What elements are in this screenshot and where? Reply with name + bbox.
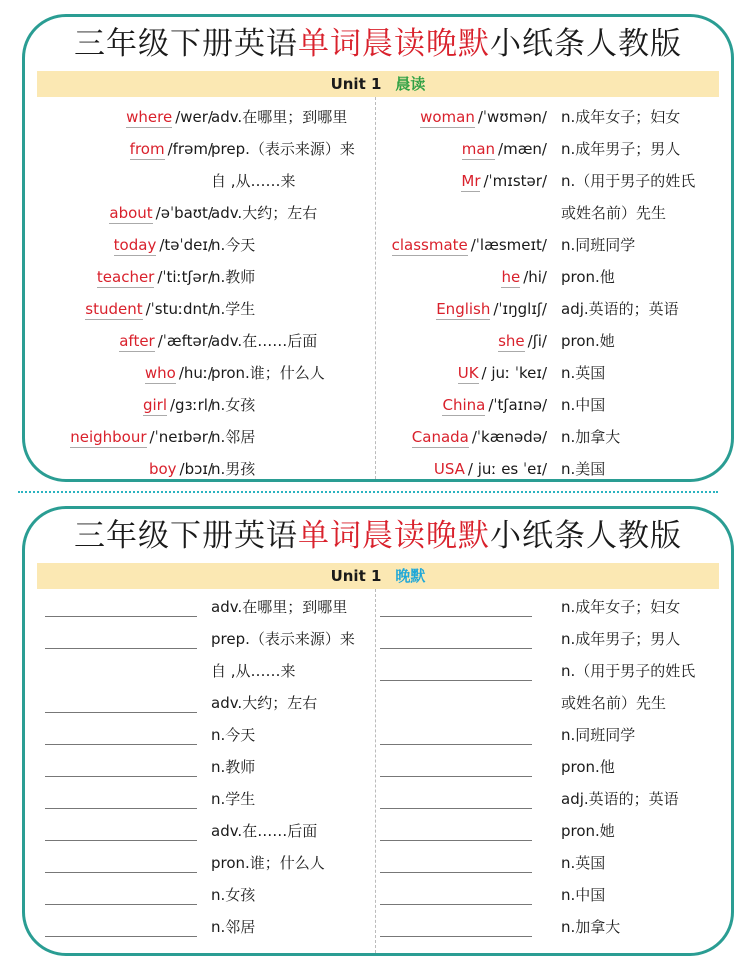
meaning-text: n.同班同学 (561, 236, 636, 254)
vocab-word-neighbour: neighbour /ˈneɪbər/ (70, 428, 213, 446)
meaning-text: adv.在……后面 (211, 822, 318, 840)
evening-dictation-card (22, 506, 734, 956)
vocab-word-classmate: classmate /ˈlæsmeɪt/ (391, 236, 547, 254)
meaning-text: n.学生 (211, 300, 256, 318)
meaning-text: adj.英语的；英语 (561, 790, 679, 808)
unit-label: Unit 1 (330, 75, 382, 93)
meaning-text: n.女孩 (211, 396, 256, 414)
meaning-text: adj.英语的；英语 (561, 300, 679, 318)
meaning-text: n.英国 (561, 364, 606, 382)
answer-blank[interactable] (45, 840, 197, 841)
answer-blank[interactable] (45, 936, 197, 937)
meaning-text: 或姓名前）先生 (561, 204, 667, 222)
meaning-text: pron.谁；什么人 (211, 364, 325, 382)
meaning-text: adv.在哪里；到哪里 (211, 108, 348, 126)
unit-header-bar (37, 563, 719, 589)
meaning-text: pron.她 (561, 822, 615, 840)
vocab-word-english: English /ˈɪŋglɪʃ/ (436, 300, 547, 318)
vocab-word-man: man /mæn/ (461, 140, 547, 158)
vocab-word-canada: Canada /ˈkænədə/ (411, 428, 547, 446)
answer-blank[interactable] (380, 872, 532, 873)
unit-header-bar (37, 71, 719, 97)
meaning-text: prep.（表示来源）来 (211, 140, 355, 158)
meaning-text: n.邻居 (211, 428, 256, 446)
meaning-text: n.成年男子；男人 (561, 630, 681, 648)
answer-blank[interactable] (380, 680, 532, 681)
vocab-word-he: he /hi/ (501, 268, 547, 286)
answer-blank[interactable] (45, 872, 197, 873)
column-separator (375, 589, 376, 953)
meaning-text: n.中国 (561, 886, 606, 904)
meaning-text: pron.他 (561, 268, 615, 286)
meaning-text: n.学生 (211, 790, 256, 808)
meaning-text: adv.大约；左右 (211, 694, 318, 712)
answer-blank[interactable] (45, 712, 197, 713)
answer-blank[interactable] (45, 648, 197, 649)
answer-blank[interactable] (380, 808, 532, 809)
vocab-word-teacher: teacher /ˈtiːtʃər/ (96, 268, 213, 286)
vocab-word-she: she /ʃi/ (498, 332, 547, 350)
meaning-text: n.成年男子；男人 (561, 140, 681, 158)
meaning-text: 或姓名前）先生 (561, 694, 667, 712)
vocab-word-woman: woman /ˈwʊmən/ (420, 108, 547, 126)
vocab-word-boy: boy /bɔɪ/ (148, 460, 213, 478)
meaning-text: pron.谁；什么人 (211, 854, 325, 872)
meaning-text: adv.在哪里；到哪里 (211, 598, 348, 616)
meaning-text: adv.大约；左右 (211, 204, 318, 222)
vocab-word-mr: Mr /ˈmɪstər/ (461, 172, 547, 190)
meaning-text: n.今天 (211, 236, 256, 254)
vocab-word-usa: USA / juː es ˈeɪ/ (433, 460, 547, 478)
meaning-text: n.同班同学 (561, 726, 636, 744)
answer-blank[interactable] (45, 616, 197, 617)
column-separator (375, 97, 376, 479)
vocab-word-about: about /əˈbaʊt/ (109, 204, 213, 222)
meaning-text: n.成年女子；妇女 (561, 598, 681, 616)
meaning-text: n.女孩 (211, 886, 256, 904)
vocab-word-after: after /ˈæftər/ (119, 332, 213, 350)
dotted-divider (18, 491, 718, 493)
meaning-text: n.今天 (211, 726, 256, 744)
answer-blank[interactable] (45, 904, 197, 905)
answer-blank[interactable] (45, 776, 197, 777)
meaning-text: n.教师 (211, 268, 256, 286)
answer-blank[interactable] (45, 808, 197, 809)
card-title: 三年级下册英语单词晨读晚默小纸条人教版 (74, 26, 682, 62)
meaning-text: pron.她 (561, 332, 615, 350)
unit-label: Unit 1 (330, 567, 382, 585)
vocab-word-where: where /wer/ (126, 108, 213, 126)
answer-blank[interactable] (380, 936, 532, 937)
meaning-text: n.（用于男子的姓氏 (561, 172, 696, 190)
evening-dictation-tag: 晚默 (395, 567, 426, 585)
meaning-text: n.邻居 (211, 918, 256, 936)
vocab-word-student: student /ˈstuːdnt/ (85, 300, 213, 318)
vocab-word-from: from /frəm/ (129, 140, 213, 158)
meaning-text: 自 ,从……来 (211, 172, 296, 190)
vocab-word-today: today /təˈdeɪ/ (113, 236, 213, 254)
meaning-text: n.美国 (561, 460, 606, 478)
meaning-text: 自 ,从……来 (211, 662, 296, 680)
morning-reading-card (22, 14, 734, 482)
answer-blank[interactable] (380, 744, 532, 745)
answer-blank[interactable] (380, 904, 532, 905)
meaning-text: n.中国 (561, 396, 606, 414)
meaning-text: n.成年女子；妇女 (561, 108, 681, 126)
vocab-word-china: China /ˈtʃaɪnə/ (442, 396, 547, 414)
meaning-text: prep.（表示来源）来 (211, 630, 355, 648)
answer-blank[interactable] (380, 840, 532, 841)
meaning-text: pron.他 (561, 758, 615, 776)
card-title: 三年级下册英语单词晨读晚默小纸条人教版 (74, 518, 682, 554)
answer-blank[interactable] (45, 744, 197, 745)
meaning-text: n.加拿大 (561, 918, 621, 936)
answer-blank[interactable] (380, 648, 532, 649)
meaning-text: n.男孩 (211, 460, 256, 478)
meaning-text: n.（用于男子的姓氏 (561, 662, 696, 680)
meaning-text: n.加拿大 (561, 428, 621, 446)
vocab-word-girl: girl /gɜːrl/ (142, 396, 213, 414)
vocab-word-uk: UK / juː ˈkeɪ/ (457, 364, 547, 382)
answer-blank[interactable] (380, 776, 532, 777)
morning-reading-tag: 晨读 (395, 75, 426, 93)
answer-blank[interactable] (380, 616, 532, 617)
meaning-text: n.英国 (561, 854, 606, 872)
meaning-text: n.教师 (211, 758, 256, 776)
meaning-text: adv.在……后面 (211, 332, 318, 350)
vocab-word-who: who /huː/ (144, 364, 213, 382)
